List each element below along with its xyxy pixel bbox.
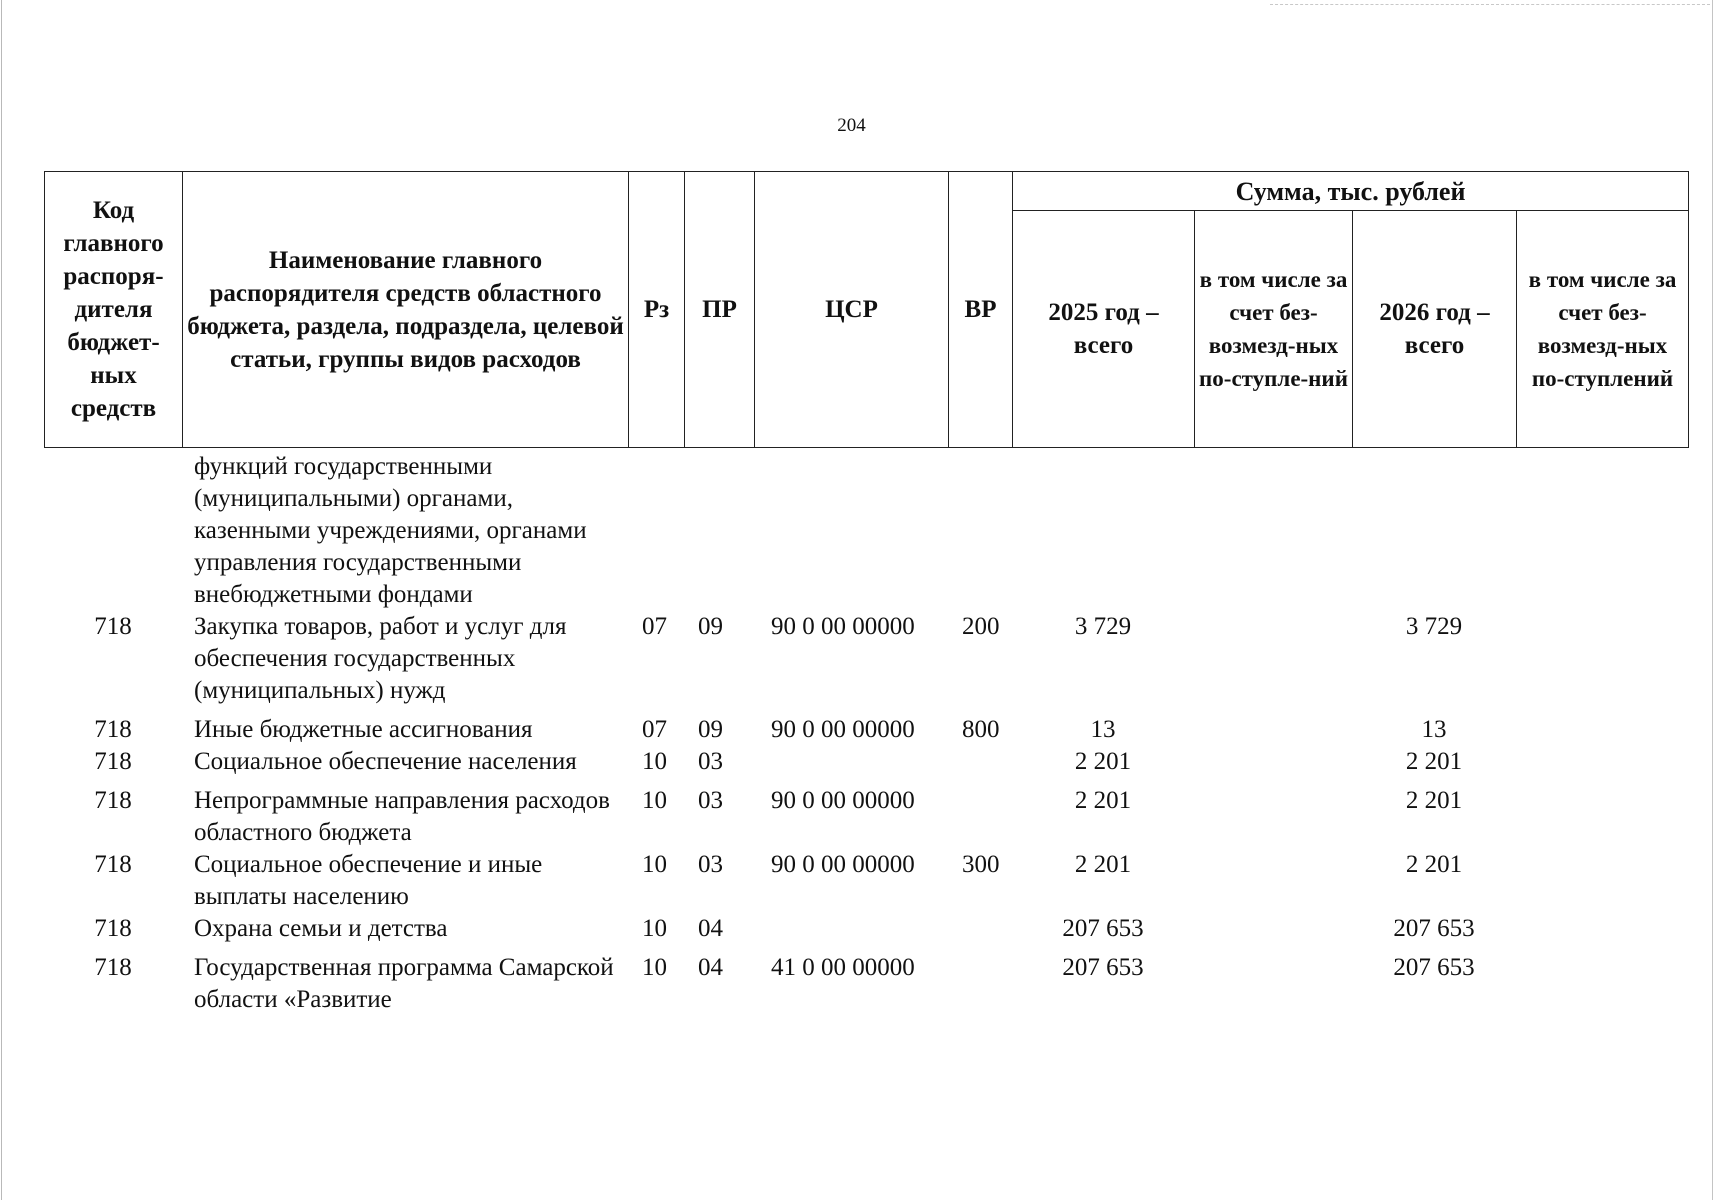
cell-2025-total: 207 653 bbox=[1062, 915, 1144, 942]
table-row bbox=[44, 714, 1688, 746]
cell-vr bbox=[948, 913, 1012, 952]
cell-2025-gratuitous bbox=[1194, 849, 1352, 913]
cell-name: Социальное обеспечение населения bbox=[194, 748, 577, 775]
cell-pr: 03 bbox=[698, 787, 723, 814]
cell-2026-gratuitous bbox=[1516, 849, 1688, 913]
table-body bbox=[44, 451, 1688, 1016]
cell-csr: 41 0 00 00000 bbox=[771, 954, 915, 981]
cell-vr: 300 bbox=[962, 851, 1000, 878]
header-2026-total: 2026 год – всего bbox=[1353, 211, 1517, 448]
header-2025-gratuitous: в том числе за счет без-возмезд-ных по-ступле-ний bbox=[1195, 211, 1353, 448]
cell-2025-total: 2 201 bbox=[1074, 787, 1132, 814]
table-row bbox=[44, 785, 1688, 849]
header-csr: ЦСР bbox=[755, 172, 949, 448]
header-amount: Сумма, тыс. рублей bbox=[1013, 172, 1689, 211]
table-row bbox=[44, 611, 1688, 714]
scan-top-edge bbox=[1270, 4, 1710, 5]
cell-2026-total: 3 729 bbox=[1405, 613, 1463, 640]
row-name-continuation: функций государственными (муниципальными) органами, казенными учреждениями, органами управления государственными внебюджетными фондами bbox=[194, 453, 587, 608]
cell-rz: 10 bbox=[642, 851, 667, 878]
cell-pr: 03 bbox=[698, 748, 723, 775]
cell-csr: 90 0 00 00000 bbox=[771, 716, 915, 743]
cell-2025-total: 2 201 bbox=[1074, 851, 1132, 878]
cell-rz: 07 bbox=[642, 716, 667, 743]
cell-2026-gratuitous bbox=[1516, 913, 1688, 952]
table-row bbox=[44, 451, 1688, 611]
cell-2025-gratuitous bbox=[1194, 952, 1352, 1016]
cell-name: Непрограммные направления расходов областного бюджета bbox=[194, 787, 610, 846]
cell-vr: 200 bbox=[962, 613, 1000, 640]
cell-pr: 03 bbox=[698, 851, 723, 878]
cell-csr: 90 0 00 00000 bbox=[771, 851, 915, 878]
cell-vr bbox=[948, 785, 1012, 849]
cell-2025-total: 13 bbox=[1090, 716, 1116, 743]
page-number: 204 bbox=[837, 115, 866, 136]
cell-2026-total: 2 201 bbox=[1405, 851, 1463, 878]
scan-left-edge bbox=[1, 0, 2, 1200]
cell-2026-total: 207 653 bbox=[1393, 954, 1475, 981]
cell-2025-total: 207 653 bbox=[1062, 954, 1144, 981]
cell-code: 718 bbox=[94, 613, 132, 640]
cell-pr: 09 bbox=[698, 716, 723, 743]
cell-vr bbox=[948, 746, 1012, 785]
header-rz: Рз bbox=[629, 172, 685, 448]
scan-right-edge bbox=[1712, 0, 1713, 1200]
cell-name: Социальное обеспечение и иные выплаты населению bbox=[194, 851, 543, 910]
cell-name: Закупка товаров, работ и услуг для обеспечения государственных (муниципальных) нужд bbox=[194, 613, 567, 704]
cell-2026-total: 13 bbox=[1421, 716, 1447, 743]
header-vr: ВР bbox=[949, 172, 1013, 448]
cell-vr: 800 bbox=[962, 716, 1000, 743]
cell-2025-gratuitous bbox=[1194, 785, 1352, 849]
table-row bbox=[44, 952, 1688, 1016]
cell-code: 718 bbox=[94, 716, 132, 743]
cell-pr: 09 bbox=[698, 613, 723, 640]
cell-vr bbox=[948, 952, 1012, 1016]
cell-2026-total: 207 653 bbox=[1393, 915, 1475, 942]
cell-rz: 10 bbox=[642, 748, 667, 775]
table-header bbox=[44, 171, 1689, 448]
header-2026-gratuitous: в том числе за счет без-возмезд-ных по-ступлений bbox=[1517, 211, 1689, 448]
cell-2026-total: 2 201 bbox=[1405, 787, 1463, 814]
cell-2026-gratuitous bbox=[1516, 714, 1688, 746]
table-row bbox=[44, 849, 1688, 913]
cell-rz: 10 bbox=[642, 915, 667, 942]
header-pr: ПР bbox=[685, 172, 755, 448]
cell-pr: 04 bbox=[698, 954, 723, 981]
header-2025-total: 2025 год – всего bbox=[1013, 211, 1195, 448]
cell-2025-gratuitous bbox=[1194, 714, 1352, 746]
cell-2026-total: 2 201 bbox=[1405, 748, 1463, 775]
cell-csr: 90 0 00 00000 bbox=[771, 613, 915, 640]
cell-csr bbox=[754, 746, 948, 785]
cell-pr: 04 bbox=[698, 915, 723, 942]
cell-rz: 07 bbox=[642, 613, 667, 640]
cell-2026-gratuitous bbox=[1516, 611, 1688, 714]
cell-2025-gratuitous bbox=[1194, 611, 1352, 714]
cell-2025-gratuitous bbox=[1194, 746, 1352, 785]
header-name: Наименование главного распорядителя средств областного бюджета, раздела, подраздела, целевой статьи, группы видов расходов bbox=[183, 172, 629, 448]
cell-rz: 10 bbox=[642, 954, 667, 981]
cell-code: 718 bbox=[94, 787, 132, 814]
cell-code: 718 bbox=[94, 851, 132, 878]
cell-csr: 90 0 00 00000 bbox=[771, 787, 915, 814]
table-row bbox=[44, 913, 1688, 952]
table-row bbox=[44, 746, 1688, 785]
cell-2026-gratuitous bbox=[1516, 746, 1688, 785]
cell-2026-gratuitous bbox=[1516, 952, 1688, 1016]
cell-name: Иные бюджетные ассигнования bbox=[194, 716, 533, 743]
cell-2026-gratuitous bbox=[1516, 785, 1688, 849]
cell-csr bbox=[754, 913, 948, 952]
cell-name: Охрана семьи и детства bbox=[194, 915, 448, 942]
cell-2025-gratuitous bbox=[1194, 913, 1352, 952]
cell-code: 718 bbox=[94, 915, 132, 942]
cell-2025-total: 3 729 bbox=[1074, 613, 1132, 640]
header-code: Код главного распоря-дителя бюджет-ных средств bbox=[45, 172, 183, 448]
cell-code: 718 bbox=[94, 748, 132, 775]
cell-2025-total: 2 201 bbox=[1074, 748, 1132, 775]
cell-code: 718 bbox=[94, 954, 132, 981]
cell-name: Государственная программа Самарской области «Развитие bbox=[194, 954, 614, 1013]
cell-rz: 10 bbox=[642, 787, 667, 814]
